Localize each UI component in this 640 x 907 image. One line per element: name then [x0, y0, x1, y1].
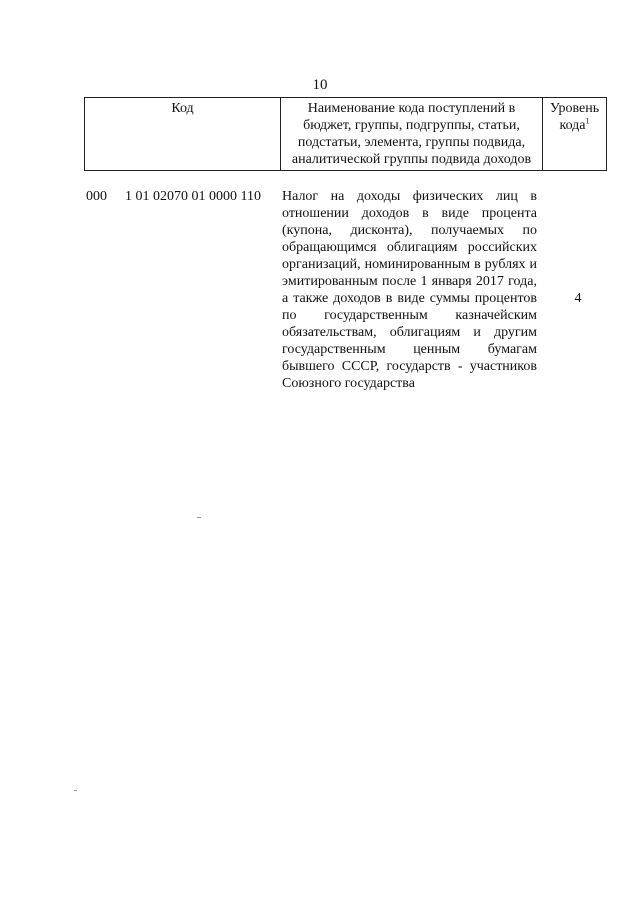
header-name: Наименование кода поступлений в бюджет, группы, подгруппы, статьи, подстатьи, элемента, группы подвида, аналитической группы подвида доходов: [281, 98, 543, 171]
header-code: Код: [85, 98, 281, 171]
header-level-label: Уровень кода: [549, 101, 600, 133]
scan-speck: [74, 790, 77, 791]
row-code: 1 01 02070 01 0000 110: [125, 189, 261, 204]
header-level-footnote: 1: [585, 116, 590, 126]
table-header: [84, 97, 607, 171]
page-number: 10: [312, 77, 328, 93]
scan-speck: [197, 517, 201, 518]
row-name: Налог на доходы физических лиц в отношении доходов в виде процента (купона, дисконта), получаемых по обращающимся облигациям российских организаций, номинированным в рублях и эмитированным после 1 января 2017 года, а также доходов в виде суммы процентов по государственным казначейским обязательствам, облигациям и другим государственным ценным бумагам бывшего СССР, государств - участников Союзного государства: [282, 189, 537, 391]
row-level: 4: [574, 291, 582, 306]
table-header-row: [85, 98, 607, 171]
header-level: [543, 98, 607, 171]
row-admin-code: 000: [86, 189, 107, 204]
